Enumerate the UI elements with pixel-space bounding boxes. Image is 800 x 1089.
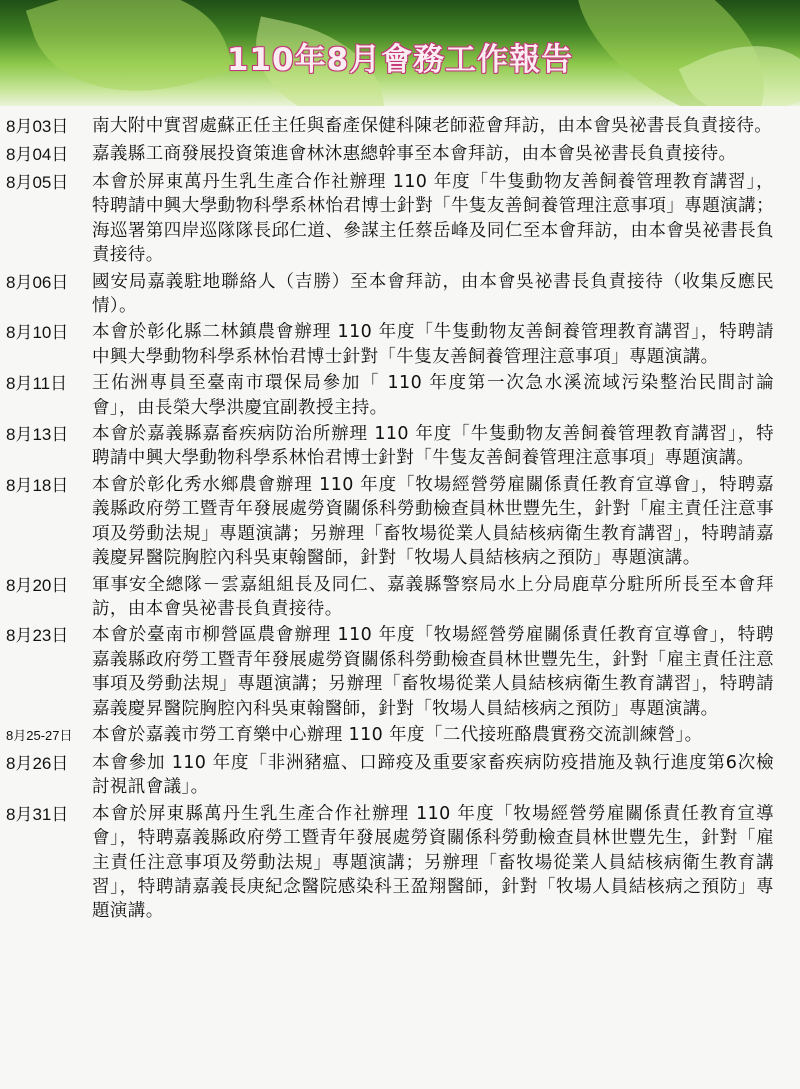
report-entry [0,751,800,800]
report-entry [0,371,800,420]
header-banner [0,0,800,106]
report-entry [0,170,800,268]
entry-text: 本會於嘉義市勞工育樂中心辦理 110 年度「二代接班酪農實務交流訓練營」。 [92,724,703,745]
entry-text: 本會於屏東縣萬丹生乳生產合作社辦理 110 年度「牧場經營勞雇關係責任教育宣導會」，特聘嘉義縣政府勞工暨青年發展處勞資關係科勞動檢查員林世豐先生，針對「雇主責任注意事項及勞動法規」專題演講；另辦理「畜牧場從業人員結核病衛生教育講習」，特聘請嘉義長庚紀念醫院感染科王盈翔醫師，針對「牧場人員結核病之預防」專題演講。 [92,803,774,922]
report-entry [0,473,800,571]
report-entry [0,573,800,622]
entry-text: 本會於屏東萬丹生乳生產合作社辦理 110 年度「牛隻動物友善飼養管理教育講習」，特聘請中興大學動物科學系林怡君博士針對「牛隻友善飼養管理注意事項」專題演講；海巡署第四岸巡隊隊長邱仁道、參謀主任蔡岳峰及同仁至本會拜訪，由本會吳祕書長負責接待。 [92,172,774,266]
entry-text: 嘉義縣工商發展投資策進會林沐惠總幹事至本會拜訪，由本會吳祕書長負責接待。 [92,144,737,164]
report-entry [0,270,800,319]
report-entry [0,623,800,721]
entry-date: 8月03日 [6,117,69,136]
entry-text: 本會於臺南市柳營區農會辦理 110 年度「牧場經營勞雇關係責任教育宣導會」，特聘嘉義縣政府勞工暨青年發展處勞資關係科勞動檢查員林世豐先生，針對「雇主責任注意事項及勞動法規」專題演講；另辦理「畜牧場從業人員結核病衛生教育講習」，特聘請嘉義慶昇醫院胸腔內科吳東翰醫師，針對「牧場人員結核病之預防」專題演講。 [92,625,774,719]
entry-date: 8月20日 [6,575,69,595]
entry-date: 8月10日 [6,323,69,343]
entry-text: 南大附中實習處蘇正任主任與畜產保健科陳老師蒞會拜訪，由本會吳祕書長負責接待。 [92,116,773,136]
entry-date: 8月05日 [6,173,69,192]
entry-date: 8月31日 [6,804,69,824]
entry-text: 軍事安全總隊－雲嘉組組長及同仁、嘉義縣警察局水上分局鹿草分駐所所長至本會拜訪，由本會吳祕書長負責接待。 [92,574,774,619]
entry-text: 本會於彰化秀水鄉農會辦理 110 年度「牧場經營勞雇關係責任教育宣導會」，特聘嘉義縣政府勞工暨青年發展處勞資關係科勞動檢查員林世豐先生，針對「雇主責任注意事項及勞動法規」專題演講；另辦理「畜牧場從業人員結核病衛生教育講習」，特聘請嘉義慶昇醫院胸腔內科吳東翰醫師，針對「牧場人員結核病之預防」專題演講。 [92,474,774,569]
entry-date: 8月04日 [6,145,69,164]
report-list [0,114,800,926]
entry-text: 本會於彰化縣二林鎮農會辦理 110 年度「牛隻動物友善飼養管理教育講習」，特聘請中興大學動物科學系林怡君博士針對「牛隻友善飼養管理注意事項」專題演講。 [92,322,774,367]
entry-date: 8月06日 [6,272,69,292]
entry-date: 8月25-27日 [6,727,73,743]
entry-text: 本會於嘉義縣嘉畜疾病防治所辦理 110 年度「牛隻動物友善飼養管理教育講習」，特聘請中興大學動物科學系林怡君博士針對「牛隻友善飼養管理注意事項」專題演講。 [92,424,774,469]
page-title: 110年8月會務工作報告 [226,42,574,78]
entry-date: 8月26日 [6,753,69,773]
entry-date: 8月13日 [6,425,69,445]
report-entry [0,114,800,140]
entry-date: 8月18日 [6,475,69,495]
report-entry [0,320,800,369]
report-entry [0,422,800,471]
report-entry [0,142,800,168]
entry-date: 8月11日 [6,374,68,394]
entry-date: 8月23日 [6,626,69,646]
report-entry [0,802,800,924]
report-entry [0,723,800,749]
entry-text: 王佑洲專員至臺南市環保局參加「 110 年度第一次急水溪流域污染整治民間討論會」，由長榮大學洪慶宜副教授主持。 [92,373,774,418]
entry-text: 國安局嘉義駐地聯絡人（吉勝）至本會拜訪，由本會吳祕書長負責接待（收集反應民情）。 [92,271,774,317]
entry-text: 本會參加 110 年度「非洲豬瘟、口蹄疫及重要家畜疾病防疫措施及執行進度第6次檢討視訊會議」。 [92,752,774,798]
